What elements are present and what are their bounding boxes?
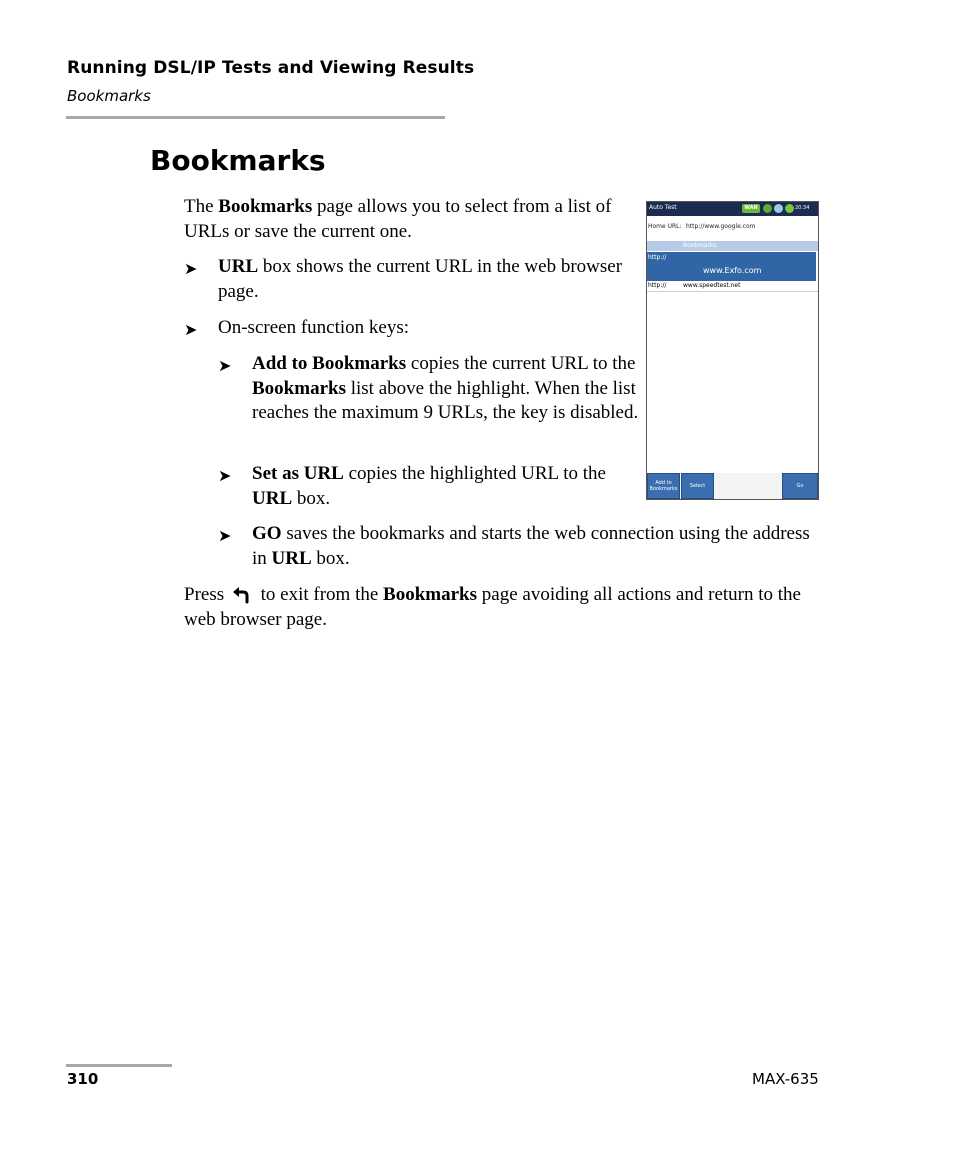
section-subtitle: Bookmarks <box>67 87 151 105</box>
sub-bullet-set <box>252 462 644 511</box>
sub-bullet-arrow-icon: ➤ <box>218 358 232 375</box>
bullet-arrow-icon: ➤ <box>184 261 198 278</box>
bookmark-url: www.Exfo.com <box>703 266 762 275</box>
device-time: 20:34 <box>795 205 810 211</box>
set-text2: box. <box>292 487 331 509</box>
function-key-bar <box>647 473 818 499</box>
bullet-url <box>218 255 643 304</box>
status-globe-icon <box>763 204 772 213</box>
sub-bullet-arrow-icon: ➤ <box>218 468 232 485</box>
go-text2: box. <box>311 547 350 569</box>
go-bold2: URL <box>271 547 312 569</box>
status-link-icon <box>774 204 783 213</box>
sub-bullet-add <box>252 352 644 426</box>
add-text2: list above the highlight. When the list reaches the maximum 9 URLs, the key is disabled. <box>252 377 639 423</box>
device-screenshot <box>646 201 819 500</box>
intro-text-pre: The <box>184 196 219 217</box>
sub-bullet-go <box>252 522 822 571</box>
bullet-url-bold: URL <box>218 256 259 277</box>
header-rule <box>66 116 445 119</box>
page-number: 310 <box>67 1070 99 1088</box>
bullet-keys-text: On-screen function keys: <box>218 317 409 338</box>
add-text1: copies the current URL to the <box>406 353 636 374</box>
go-bold1: GO <box>252 523 282 544</box>
device-title-bar <box>647 202 818 216</box>
press-bold: Bookmarks <box>383 584 478 605</box>
bookmark-url: www.speedtest.net <box>683 282 741 289</box>
page-heading: Bookmarks <box>150 144 326 177</box>
battery-icon <box>785 204 794 213</box>
intro-text-post: page allows you to select from a list of URLs or save the current one. <box>184 196 612 242</box>
bookmark-row-selected[interactable] <box>647 252 816 281</box>
wan-badge: WAN <box>742 204 760 213</box>
bookmarks-header-label: Bookmarks <box>683 242 717 249</box>
go-text1: saves the bookmarks and starts the web connection using the address in <box>252 523 810 569</box>
sub-bullet-arrow-icon: ➤ <box>218 528 232 545</box>
add-to-bookmarks-button[interactable]: Add to Bookmarks <box>647 473 680 499</box>
set-bold2: URL <box>252 487 293 509</box>
product-name: MAX-635 <box>752 1070 819 1088</box>
go-button[interactable]: Go <box>782 473 818 499</box>
bookmark-row[interactable] <box>647 282 818 292</box>
add-bold2: Bookmarks <box>252 377 346 399</box>
intro-paragraph <box>184 195 639 244</box>
home-url-field[interactable]: http://www.google.com <box>686 223 756 230</box>
return-icon <box>232 585 254 604</box>
bullet-url-text: box shows the current URL in the web browser page. <box>218 256 623 302</box>
set-text1: copies the highlighted URL to the <box>343 463 606 484</box>
press-text-post: page avoiding all actions and return to the web browser page. <box>184 584 801 630</box>
bookmark-prefix: http:// <box>648 282 667 289</box>
select-button[interactable]: Select <box>681 473 714 499</box>
bookmark-prefix: http:// <box>648 254 667 261</box>
bullet-arrow-icon: ➤ <box>184 322 198 339</box>
set-bold1: Set as URL <box>252 463 344 484</box>
press-text-pre: Press <box>184 584 229 605</box>
press-text-mid: to exit from the <box>255 584 384 605</box>
intro-bold: Bookmarks <box>218 196 313 217</box>
home-url-label: Home URL: <box>648 223 682 230</box>
bookmarks-header <box>647 241 818 251</box>
bullet-function-keys <box>218 316 643 341</box>
footer-rule <box>66 1064 172 1067</box>
device-title: Auto Test <box>649 204 677 211</box>
press-paragraph <box>184 583 824 632</box>
add-bold1: Add to Bookmarks <box>252 353 407 374</box>
chapter-title: Running DSL/IP Tests and Viewing Results <box>67 58 475 78</box>
